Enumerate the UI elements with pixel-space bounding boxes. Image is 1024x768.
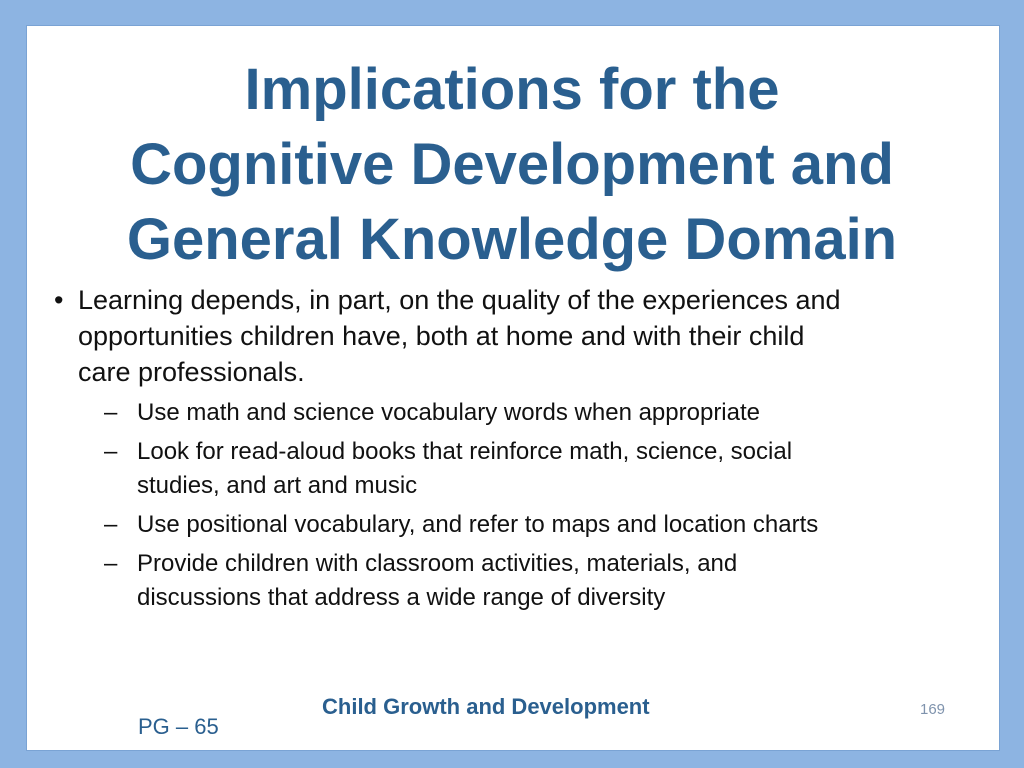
sub-bullet-line: Use positional vocabulary, and refer to maps and location charts [137,511,819,538]
sub-bullet-line: Provide children with classroom activities, materials, and [137,550,738,577]
sub-bullet-item [54,396,984,430]
sub-bullet-line: Look for read-aloud books that reinforce math, science, social [137,438,793,465]
page-reference: PG – 65 [138,714,219,739]
sub-bullet-item [54,547,984,615]
slide-body [54,282,984,620]
slide-title-line: Cognitive Development and [130,132,894,197]
main-bullet [54,282,984,390]
dash-marker: – [104,550,118,577]
bullet-text-line: care professionals. [78,357,305,387]
dash-marker: – [104,438,118,465]
page-number: 169 [920,701,946,718]
sub-bullet-line: Use math and science vocabulary words when appropriate [137,399,761,426]
slide-title-line: Implications for the [244,57,780,122]
sub-bullet-item [54,435,984,503]
sub-bullet-item [54,508,984,542]
sub-bullet-line: studies, and art and music [137,472,418,499]
dash-marker: – [104,399,118,426]
slide-title-line: General Knowledge Domain [126,207,898,272]
footer-title: Child Growth and Development [322,694,650,719]
bullet-text-line: Learning depends, in part, on the quality of the experiences and [78,285,841,315]
sub-bullet-line: discussions that address a wide range of diversity [137,584,666,611]
slide-title [0,52,1024,277]
dash-marker: – [104,511,118,538]
bullet-marker: • [54,285,64,315]
sub-bullet-list [54,396,984,615]
bullet-text-line: opportunities children have, both at home and with their child [78,321,805,351]
